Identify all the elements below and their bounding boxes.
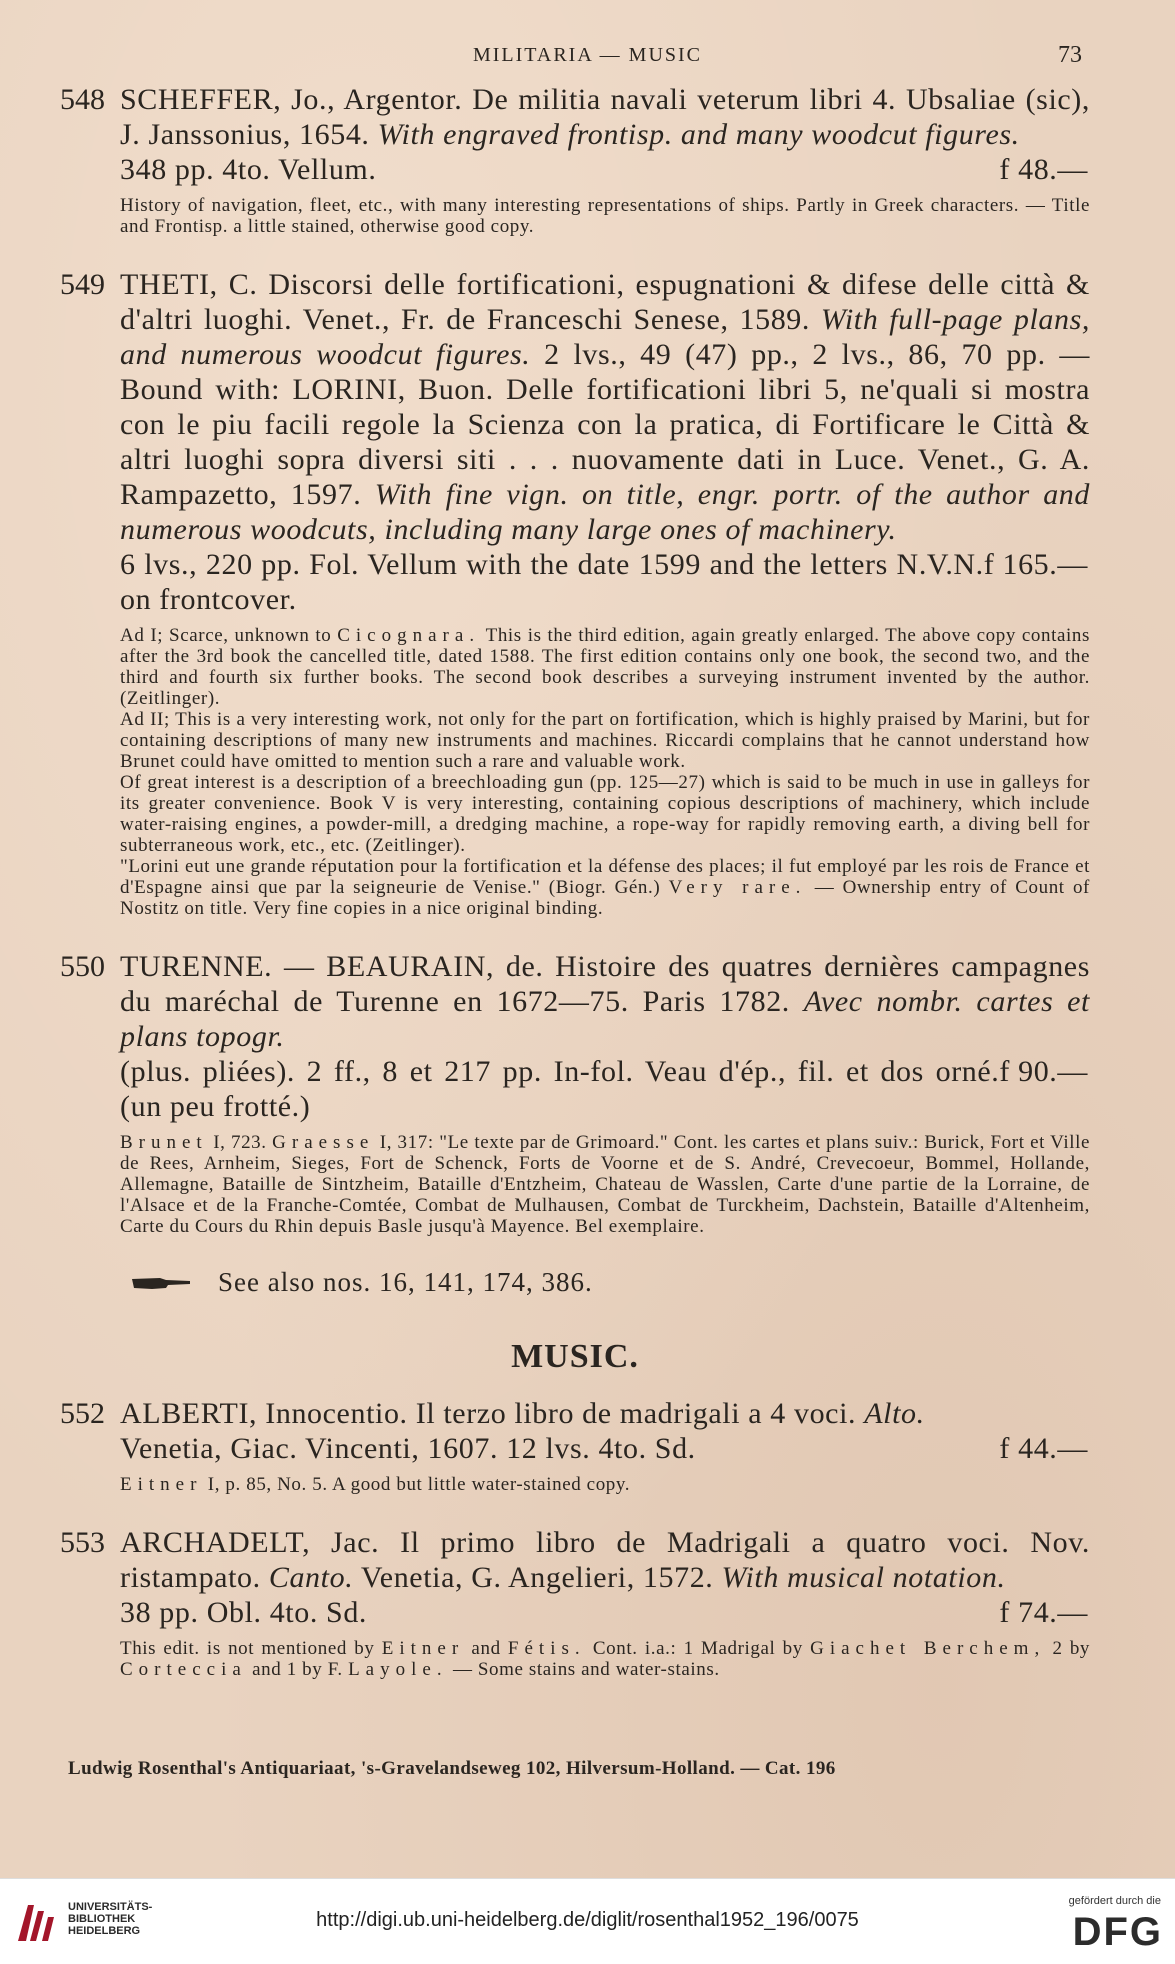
funding-caption: gefördert durch die xyxy=(1068,1895,1161,1907)
price-line xyxy=(120,1054,1090,1124)
catalogue-entry-552 xyxy=(60,1396,1090,1495)
note-spaced-text: Corteccia xyxy=(120,1659,247,1680)
note-text: — Ownership entry of Count of Nostitz on title. Very fine copies in a nice original binding. xyxy=(120,877,1090,919)
catalogue-entry-553 xyxy=(60,1525,1090,1680)
library-name-line: UNIVERSITÄTS- xyxy=(68,1901,153,1913)
entry-italic: Canto. xyxy=(268,1561,354,1594)
entry-price: f 165.— xyxy=(983,548,1088,581)
entry-italic: Avec nombr. cartes et plans topogr. xyxy=(120,985,1090,1053)
note-text: "Lorini eut une grande réputation pour la fortification et la défense des places; il fut employé par les rois de France et d'Espagne ainsi que par la seigneurie de Venise." (Biogr. Gén.) xyxy=(120,856,1090,898)
entry-note: Of great interest is a description of a breechloading gun (pp. 125—27) which is said to be much in use in galleys for its greater convenience. Book V is very interesting, containing copious descriptions of machinery, which include water-raising engines, a powder-mill, a dredging machine, a rope-way for rapidly removing earth, a diving bell for subterraneous work, etc., etc. (Zeitlinger). xyxy=(120,772,1090,856)
price-line xyxy=(120,1431,1090,1466)
entry-text: ARCHADELT, Jac. Il primo libro de Madrigali a quatro voci. Nov. ristampato. xyxy=(120,1526,1090,1594)
entry-price: f 44.— xyxy=(999,1432,1088,1465)
price-line xyxy=(120,152,1090,187)
note-spaced-text: Brunet xyxy=(120,1132,208,1153)
note-text: I, 317: "Le texte par de Grimoard." Cont. les cartes et plans suiv.: Burick, Fort et Ville de Rees, Arnheim, Sieges, Fort de Schenck, Forts de Voorne et de S. André, Crevecoeur, Bommel, Hollande, Allemagne, Bataille de Sintzheim, Bataille d'Entzheim, Chateau de Wasslen, Carte d'une partie de la Lorraine, de l'Alsace et de la Franche-Comtée, Combat de Mulhausen, Combat de Turckheim, Dachstein, Bataille d'Altenheim, Carte du Cours du Rhin depuis Basle jusqu'à Mayence. Bel exemplaire. xyxy=(120,1132,1090,1237)
entry-collation: 6 lvs., 220 pp. Fol. Vellum with the date 1599 and the letters N.V.N. on frontcover. xyxy=(120,548,984,616)
entry-collation: 38 pp. Obl. 4to. Sd. xyxy=(120,1596,368,1629)
page-number: 73 xyxy=(1058,42,1082,68)
note-spaced-text: Cicognara. xyxy=(337,625,481,646)
entry-number: 552 xyxy=(60,1397,105,1430)
entry-italic: With engraved frontisp. and many woodcut figures. xyxy=(377,118,1020,151)
entry-text: ALBERTI, Innocentio. Il terzo libro de madrigali a 4 voci. xyxy=(120,1397,865,1430)
note-spaced-text: Giachet Berchem, xyxy=(810,1638,1046,1659)
pointing-hand-icon xyxy=(130,1275,192,1291)
note-spaced-text: Eitner xyxy=(381,1638,465,1659)
entry-number: 549 xyxy=(60,268,105,301)
entry-note xyxy=(120,1132,1090,1237)
note-text: Ad I; Scarce, unknown to xyxy=(120,625,338,646)
running-head: MILITARIA — MUSIC xyxy=(472,44,703,66)
note-text: I, p. 85, No. 5. A good but little water-stained copy. xyxy=(202,1474,631,1495)
viewer-bottom-bar xyxy=(0,1878,1175,1964)
entry-text: SCHEFFER, Jo., Argentor. De militia navali veterum libri 4. Ubsaliae (sic), J. Janssonius, 1654. xyxy=(120,83,1090,151)
entry-price: f 48.— xyxy=(999,153,1088,186)
library-name-line: HEIDELBERG xyxy=(68,1925,141,1937)
note-text: and xyxy=(464,1638,508,1659)
section-title: MUSIC. xyxy=(511,1338,639,1375)
note-text: — Some stains and water-stains. xyxy=(447,1659,720,1680)
entry-price: f 74.— xyxy=(999,1596,1088,1629)
catalogue-entry-549 xyxy=(60,267,1090,919)
entry-collation: (plus. pliées). 2 ff., 8 et 217 pp. In-fol. Veau d'ép., fil. et dos orné. (un peu frotté.) xyxy=(120,1055,1000,1123)
entry-italic: With fine vign. on title, engr. portr. of the author and numerous woodcuts, including many large ones of machinery. xyxy=(120,478,1090,546)
price-line xyxy=(120,1595,1090,1630)
catalogue-footer: Ludwig Rosenthal's Antiquariaat, 's-Gravelandseweg 102, Hilversum-Holland. — Cat. 196 xyxy=(68,1758,836,1779)
entry-title xyxy=(120,949,1090,1124)
note-spaced-text: Very rare. xyxy=(668,877,807,898)
entry-note xyxy=(120,625,1090,709)
catalogue-entry-550 xyxy=(60,949,1090,1237)
entry-price: f 90.— xyxy=(999,1055,1088,1088)
price-line xyxy=(120,547,1090,617)
note-text: I, 723. xyxy=(207,1132,273,1153)
page-header xyxy=(0,42,1175,72)
entry-title xyxy=(120,82,1090,187)
entry-italic: With musical notation. xyxy=(721,1561,1006,1594)
entry-text: THETI, C. Discorsi delle fortificationi, espugnationi & difese delle città & d'altri luoghi. Venet., Fr. de Franceschi Senese, 1589. xyxy=(120,268,1090,336)
entry-number: 548 xyxy=(60,83,105,116)
note-text: 2 by xyxy=(1045,1638,1091,1659)
library-name-line: BIBLIOTHEK xyxy=(68,1913,136,1925)
document-url-link[interactable]: http://digi.ub.uni-heidelberg.de/diglit/rosenthal1952_196/0075 xyxy=(316,1909,859,1931)
note-spaced-text: Fétis. xyxy=(507,1638,586,1659)
note-text: Cont. i.a.: 1 Madrigal by xyxy=(585,1638,811,1659)
note-spaced-text: Graesse xyxy=(272,1132,375,1153)
note-spaced-text: Layole. xyxy=(348,1659,448,1680)
entry-title xyxy=(120,1525,1090,1630)
entry-note xyxy=(120,1474,1090,1495)
entry-italic: With full-page plans, and numerous woodcut figures. xyxy=(120,303,1090,371)
entry-text: TURENNE. — BEAURAIN, de. Histoire des quatres dernières campagnes du maréchal de Turenne en 1672—75. Paris 1782. xyxy=(120,950,1090,1018)
entry-note: History of navigation, fleet, etc., with many interesting representations of ships. Partly in Greek characters. — Title and Frontisp. a little stained, otherwise good copy. xyxy=(120,195,1090,237)
note-text: This edit. is not mentioned by xyxy=(120,1638,382,1659)
page-content xyxy=(60,82,1090,1710)
entry-title xyxy=(120,267,1090,617)
entry-number: 553 xyxy=(60,1526,105,1559)
note-text: This is the third edition, again greatly enlarged. The above copy contains after the 3rd book the cancelled title, dated 1588. The first edition contains only one book, the second two, and the third and fourth six further books. The second book describes a surveying instrument invented by the author. (Zeitlinger). xyxy=(120,625,1090,709)
entry-italic: Alto. xyxy=(864,1397,925,1430)
see-also-text: See also nos. 16, 141, 174, 386. xyxy=(218,1267,593,1297)
entry-text: 2 lvs., 49 (47) pp., 2 lvs., 86, 70 pp. — Bound with: LORINI, Buon. Delle fortificationi libri 5, ne'quali si mostra con le piu facili regole la Scienza con la pratica, di Fortificare le Città & altri luoghi sopra diversi siti . . . nuovamente dati in Luce. Venet., G. A. Rampazetto, 1597. xyxy=(120,338,1091,511)
entry-note xyxy=(120,856,1090,919)
catalogue-entry-548 xyxy=(60,82,1090,237)
note-text: and 1 by F. xyxy=(246,1659,349,1680)
dfg-logo[interactable]: DFG xyxy=(1072,1910,1163,1954)
entry-collation: 348 pp. 4to. Vellum. xyxy=(120,153,377,186)
see-also-line xyxy=(60,1267,1090,1298)
entry-text: Venetia, G. Angelieri, 1572. xyxy=(353,1561,722,1594)
entry-note xyxy=(120,1638,1090,1680)
entry-title xyxy=(120,1396,1090,1466)
entry-note: Ad II; This is a very interesting work, not only for the part on fortification, which is highly praised by Marini, but for containing descriptions of many new instruments and machines. Riccardi complains that he cannot understand how Brunet could have omitted to mention such a rare and valuable work. xyxy=(120,709,1090,772)
note-spaced-text: Eitner xyxy=(120,1474,203,1495)
entry-number: 550 xyxy=(60,950,105,983)
entry-collation: Venetia, Giac. Vincenti, 1607. 12 lvs. 4to. Sd. xyxy=(120,1432,696,1465)
